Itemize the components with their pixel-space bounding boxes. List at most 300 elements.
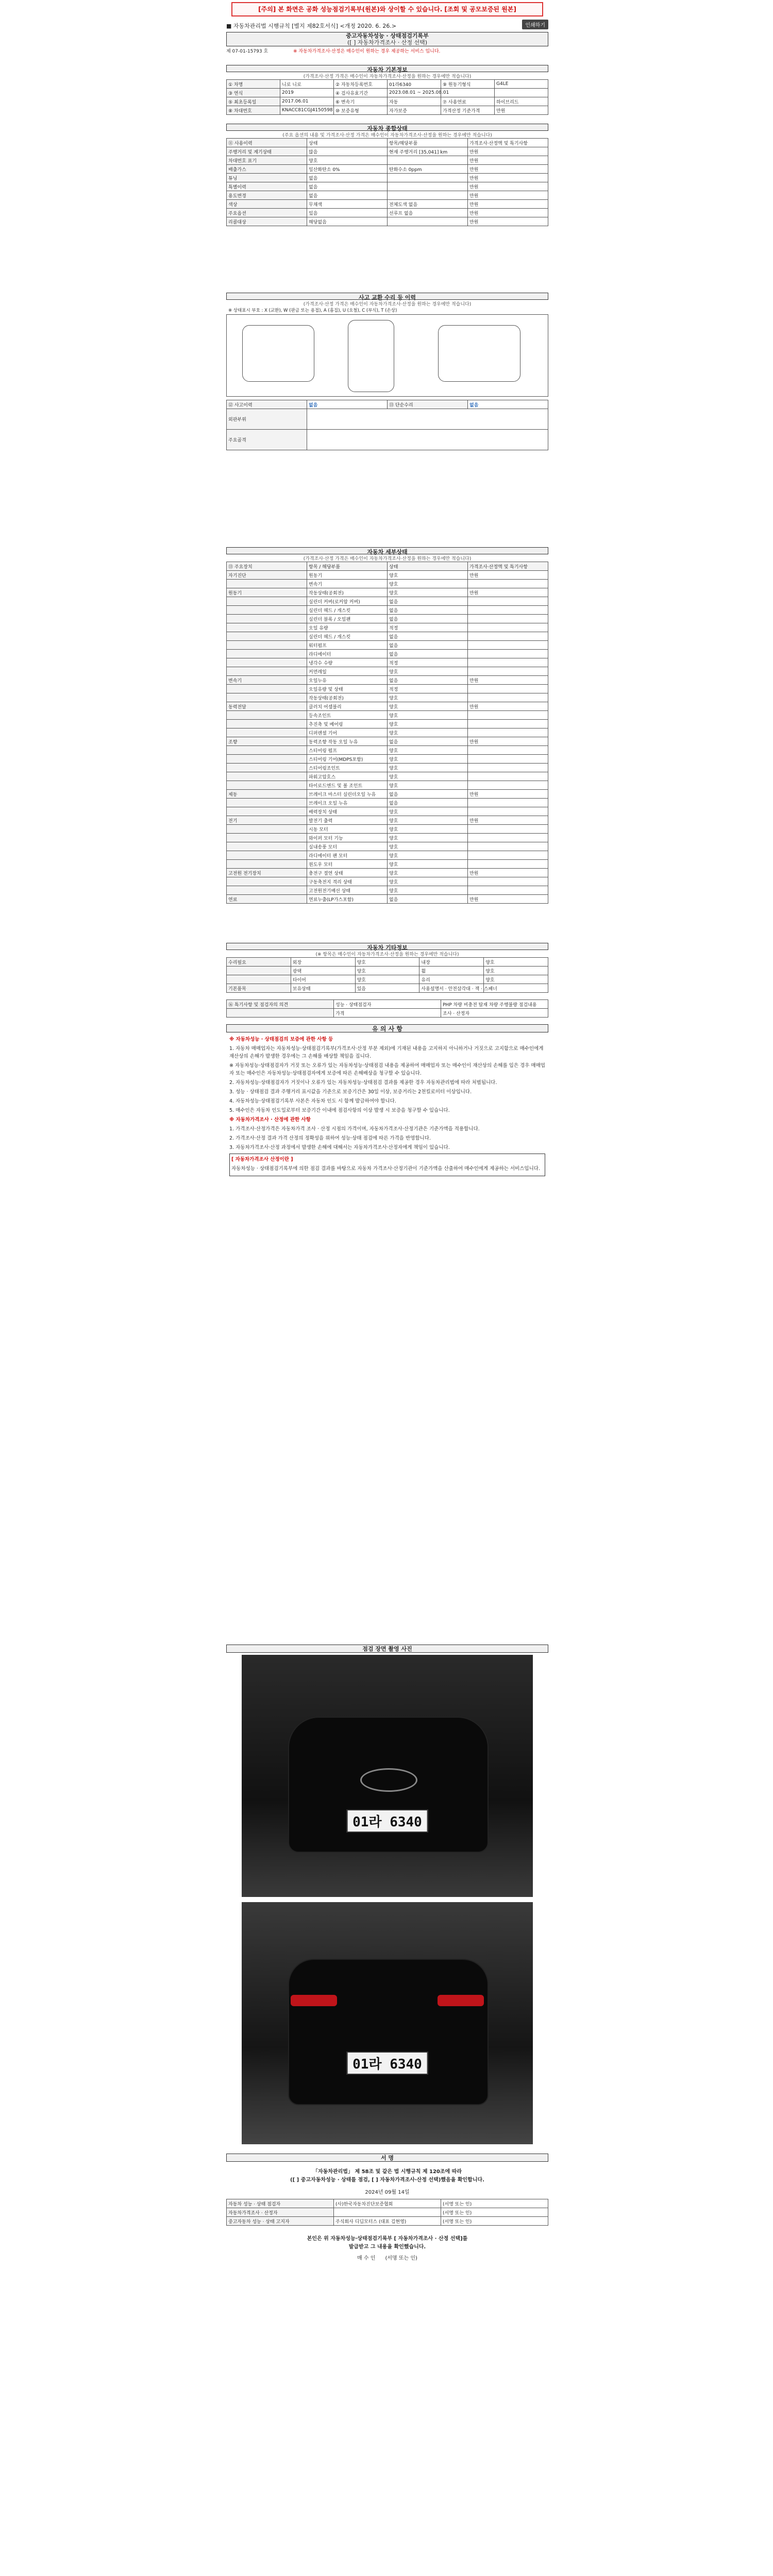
overall-cell: 만원 [468, 200, 548, 209]
details-cell: 동력조향 작동 오일 누유 [307, 737, 388, 746]
overall-row [227, 182, 548, 191]
opinion-cell: 조사 · 산정자 [441, 1009, 548, 1018]
details-row [227, 588, 548, 597]
details-row [227, 650, 548, 658]
details-row [227, 728, 548, 737]
overall-cell [388, 174, 468, 182]
overall-cell: 선루프 없음 [388, 209, 468, 217]
basic-info-cell: 01라6340 [388, 80, 441, 89]
accident-note: (가격조사·산정 가격은 매수인이 자동차가격조사·산정을 원하는 경우에만 적습니다) [303, 302, 472, 307]
overall-row [227, 156, 548, 165]
details-cell: 작동상태(공회전) [307, 588, 388, 597]
details-cell [468, 746, 548, 755]
photos-title: 점검 장면 촬영 사진 [226, 1645, 548, 1653]
details-cell [227, 650, 307, 658]
terms-paragraph: 1. 가격조사·산정가격은 자동차가격 조사 · 산정 시점의 가격이며, 자동차가격조사·산정기관은 기준가액을 적용합니다. [229, 1126, 480, 1132]
opinion-row [227, 1009, 548, 1018]
record-title-text: 중고자동차성능 · 상태점검기록부 [346, 32, 429, 39]
overall-row [227, 200, 548, 209]
details-cell [468, 851, 548, 860]
details-cell [468, 597, 548, 606]
details-note: (가격조사·산정 가격은 매수인이 자동차가격조사·산정을 원하는 경우에만 적습니다) [303, 556, 472, 562]
details-cell [227, 667, 307, 676]
details-cell: 디퍼렌셜 기어 [307, 728, 388, 737]
terms-subbox [229, 1154, 545, 1176]
details-cell: 양호 [388, 580, 468, 588]
overall-cell: 만원 [468, 147, 548, 156]
other-title: 자동차 기타정보 [226, 943, 548, 950]
details-cell: 없음 [388, 597, 468, 606]
other-cell: 양호 [355, 958, 419, 967]
details-cell: 없음 [388, 790, 468, 799]
details-row [227, 834, 548, 842]
details-row [227, 746, 548, 755]
signature-date: 2024년 09월 14일 [365, 2190, 410, 2195]
basic-info-row [227, 97, 548, 106]
details-cell: 실내송풍 모터 [307, 842, 388, 851]
details-header-cell: 상태 [388, 562, 468, 571]
overall-row [227, 217, 548, 226]
rear-light-right [438, 1995, 484, 2006]
details-cell: 만원 [468, 816, 548, 825]
details-cell: 연료 [227, 895, 307, 904]
details-cell: 만원 [468, 737, 548, 746]
basic-info-cell: G4LE [495, 80, 548, 89]
basic-info-cell: 2023.08.01 ~ 2025.08.01 [388, 89, 441, 97]
details-cell: 양호 [388, 825, 468, 834]
details-row [227, 720, 548, 728]
details-cell [468, 623, 548, 632]
overall-note: (주요 옵션의 내용 및 가격조사·산정 가격은 매수인이 자동차가격조사·산정을 원하는 경우에만 적습니다) [282, 133, 492, 138]
details-cell: 적정 [388, 623, 468, 632]
details-row [227, 825, 548, 834]
overall-cell: 해당없음 [307, 217, 388, 226]
details-row [227, 641, 548, 650]
q13-value: 없음 [468, 400, 548, 409]
terms-paragraph: 1. 자동차 매매업자는 자동차성능·상태점검기록부(가격조사·산정 부분 제외)에 기재된 내용을 고지하지 아니하거나 거짓으로 고지함으로 매수인에게 재산상의 손해가 발생한 경우에는 그 손해를 배상할 책임을 집니다. [229, 1046, 544, 1059]
details-row [227, 702, 548, 711]
details-cell [227, 772, 307, 781]
details-cell [468, 606, 548, 615]
details-row [227, 676, 548, 685]
details-row [227, 895, 548, 904]
overall-cell: 주행거리 및 계기상태 [227, 147, 307, 156]
signature-cell [334, 2208, 441, 2217]
details-cell [227, 825, 307, 834]
overall-cell: 없음 [307, 182, 388, 191]
details-cell [468, 658, 548, 667]
details-cell: 양호 [388, 702, 468, 711]
details-row [227, 711, 548, 720]
signature-final-2: 발급받고 그 내용을 확인했습니다. [348, 2244, 426, 2250]
basic-info-cell: 니로 니로 [280, 80, 334, 89]
details-cell [227, 720, 307, 728]
details-cell: 없음 [388, 650, 468, 658]
details-row [227, 807, 548, 816]
details-cell: 시동 모터 [307, 825, 388, 834]
other-cell: 광택 [291, 967, 355, 975]
signature-cell: (서명 또는 인) [441, 2199, 548, 2208]
opinion-cell [227, 1009, 334, 1018]
details-cell [227, 623, 307, 632]
overall-cell [388, 191, 468, 200]
details-cell [227, 606, 307, 615]
details-cell [468, 693, 548, 702]
details-cell: 동력전달 [227, 702, 307, 711]
details-cell: 없음 [388, 799, 468, 807]
details-cell: 워터펌프 [307, 641, 388, 650]
overall-cell: 현재 주행거리 [35,041] km [388, 147, 468, 156]
details-cell: 원동기 [227, 588, 307, 597]
details-cell [227, 834, 307, 842]
accident-title: 사고 교환 수리 등 이력 [226, 293, 548, 300]
overall-cell: 만원 [468, 174, 548, 182]
overall-cell: 용도변경 [227, 191, 307, 200]
basic-info-cell: ② 자동차등록번호 [334, 80, 388, 89]
overall-cell: 리콜대상 [227, 217, 307, 226]
other-cell: 휠 [419, 967, 484, 975]
overall-cell: 없음 [307, 191, 388, 200]
details-cell [468, 860, 548, 869]
details-table [226, 562, 548, 904]
details-cell [468, 834, 548, 842]
details-cell: 연료누출(LP가스포함) [307, 895, 388, 904]
details-cell: 양호 [388, 772, 468, 781]
details-cell: 실린더 블록 / 오일팬 [307, 615, 388, 623]
details-row [227, 790, 548, 799]
details-row [227, 615, 548, 623]
details-cell [227, 632, 307, 641]
details-row [227, 632, 548, 641]
basic-info-title: 자동차 기본정보 [226, 65, 548, 72]
receiver-label: 매 수 인 [357, 2256, 376, 2261]
details-cell [227, 877, 307, 886]
frame-list [307, 430, 548, 450]
details-cell [468, 685, 548, 693]
overall-row [227, 165, 548, 174]
overall-row [227, 147, 548, 156]
details-row [227, 781, 548, 790]
details-cell: 없음 [388, 895, 468, 904]
details-cell: 커먼레일 [307, 667, 388, 676]
record-subtitle: ([ ] 자동차가격조사 · 산정 선택) [347, 39, 428, 46]
basic-info-cell: 2017.06.01 [280, 97, 334, 106]
overall-cell: 배출가스 [227, 165, 307, 174]
details-cell: 고전원전기배선 상태 [307, 886, 388, 895]
overall-cell [388, 217, 468, 226]
terms-heading-1: ※ 자동차성능 · 상태점검의 보증에 관한 사항 등 [229, 1037, 333, 1042]
details-cell [227, 781, 307, 790]
details-cell [227, 641, 307, 650]
details-cell: 양호 [388, 834, 468, 842]
details-cell: 없음 [388, 676, 468, 685]
signature-cell: 자동차가격조사 · 산정자 [227, 2208, 334, 2217]
opinion-table [226, 999, 548, 1018]
other-cell: 유리 [419, 975, 484, 984]
signature-row [227, 2208, 548, 2217]
basic-info-cell: ④ 검사유효기간 [334, 89, 388, 97]
details-cell: 실린더 헤드 / 개스킷 [307, 632, 388, 641]
basic-info-cell: 하이브리드 [495, 97, 548, 106]
details-row [227, 764, 548, 772]
outer-panel-label: 외판부위 [227, 409, 307, 430]
other-table [226, 957, 548, 993]
overall-row [227, 209, 548, 217]
print-button[interactable]: 인쇄하기 [522, 20, 548, 29]
basic-info-cell: ⑩ 보증유형 [334, 106, 388, 115]
overall-cell: 많음 [307, 147, 388, 156]
terms-heading-2: ※ 자동차가격조사 · 산정에 관한 사항 [229, 1117, 311, 1123]
other-cell: 외장 [291, 958, 355, 967]
details-cell: 구동축전지 격리 상태 [307, 877, 388, 886]
details-cell [468, 772, 548, 781]
basic-info-cell: ⑧ 차대번호 [227, 106, 280, 115]
details-cell: 양호 [388, 711, 468, 720]
details-cell: 양호 [388, 755, 468, 764]
details-cell [468, 781, 548, 790]
details-cell [468, 711, 548, 720]
details-cell: 만원 [468, 869, 548, 877]
details-cell [227, 764, 307, 772]
receiver-sign: (서명 또는 인) [385, 2256, 417, 2261]
details-cell [468, 667, 548, 676]
overall-cell: 없음 [307, 174, 388, 182]
basic-info-cell: 자동 [388, 97, 441, 106]
details-cell: 원동기 [307, 571, 388, 580]
details-cell: 등속조인트 [307, 711, 388, 720]
details-row [227, 877, 548, 886]
details-cell: 브레이크 오일 누유 [307, 799, 388, 807]
overall-table [226, 138, 548, 226]
car-top-icon [348, 320, 394, 392]
details-cell: 발전기 출력 [307, 816, 388, 825]
details-cell [227, 693, 307, 702]
rear-plate: 01라 6340 [346, 2052, 428, 2075]
signature-title: 서 명 [226, 2154, 548, 2162]
details-cell: 없음 [388, 737, 468, 746]
basic-info-row [227, 89, 548, 97]
terms-paragraph: 5. 매수인은 자동차 인도일로부터 보증기간 이내에 점검사항의 이상 발생 시 보증을 청구할 수 있습니다. [229, 1108, 450, 1113]
basic-info-cell [495, 89, 548, 97]
details-row [227, 623, 548, 632]
details-cell [227, 615, 307, 623]
basic-info-table [226, 79, 548, 115]
details-cell: 실린더 헤드 / 개스킷 [307, 606, 388, 615]
overall-row [227, 174, 548, 182]
details-row [227, 580, 548, 588]
rear-photo [242, 1902, 533, 2144]
details-cell: 오일유량 및 상태 [307, 685, 388, 693]
overall-row [227, 191, 548, 200]
details-header-cell: ⑬ 주요장치 [227, 562, 307, 571]
receiver [226, 2253, 548, 2261]
details-cell [227, 658, 307, 667]
opinion-cell: PHP 차량 비충전 탑재 차량 주행불량 점검내용 [441, 1000, 548, 1009]
details-cell: 타이로드엔드 및 볼 조인트 [307, 781, 388, 790]
details-cell: 적정 [388, 685, 468, 693]
signature-cell: (사)한국자동차진단보증협회 [334, 2199, 441, 2208]
details-cell [227, 807, 307, 816]
basic-info-cell [441, 89, 495, 97]
details-cell: 라디에이터 팬 모터 [307, 851, 388, 860]
details-cell [468, 720, 548, 728]
details-cell: 변속기 [307, 580, 388, 588]
details-cell [227, 746, 307, 755]
details-cell [227, 685, 307, 693]
details-cell: 라디에이터 [307, 650, 388, 658]
other-row [227, 975, 548, 984]
details-cell [468, 615, 548, 623]
details-cell [227, 842, 307, 851]
signature-cell: 주식회사 디딤모터스 (대표 김현영) [334, 2217, 441, 2226]
details-cell: 추진축 및 베어링 [307, 720, 388, 728]
details-row [227, 842, 548, 851]
details-cell: 없음 [388, 606, 468, 615]
basic-info-cell: 2019 [280, 89, 334, 97]
details-cell [227, 886, 307, 895]
warning-banner: [주의] 본 화면은 공화 성능점검기록부(원본)와 상이할 수 있습니다. [조회 및 공모보증된 원본] [231, 2, 543, 16]
details-cell [468, 641, 548, 650]
overall-cell: 만원 [468, 217, 548, 226]
details-row [227, 851, 548, 860]
signature-table [226, 2199, 548, 2226]
signature-line-1: 「자동차관리법」 제 58조 및 같은 법 시행규칙 제 120조에 따라 [313, 2169, 462, 2175]
other-cell: 사용설명서 · 안전삼각대 · 잭 · 스패너 [419, 984, 484, 993]
details-cell: 클러치 어셈블리 [307, 702, 388, 711]
terms-paragraph: ※ 자동차성능·상태점검자가 거짓 또는 오류가 있는 자동차성능·상태점검 내용을 제공하여 매매업자 또는 매수인이 재산상의 손해를 입은 경우 매매업자 또는 매수인은 자동차성능·상태점검자에게 보증에 따른 손해배상을 청구할 수 있습니다. [229, 1063, 545, 1076]
details-cell: 양호 [388, 764, 468, 772]
details-cell [468, 764, 548, 772]
terms-text [229, 1036, 545, 1176]
basic-info-cell: ⑨ 원동기형식 [441, 80, 495, 89]
details-cell: 양호 [388, 693, 468, 702]
details-cell [468, 842, 548, 851]
record-notice: ※ 자동차가격조사·산정은 매수인이 원하는 경우 제공하는 서비스 입니다. [293, 49, 441, 54]
details-cell: 전기 [227, 816, 307, 825]
other-cell: 양호 [355, 967, 419, 975]
details-cell: 없음 [388, 632, 468, 641]
opinion-cell: 성능 · 상태점검자 [334, 1000, 441, 1009]
other-cell: 수리필요 [227, 958, 291, 967]
overall-cell: 특별이력 [227, 182, 307, 191]
details-cell [468, 580, 548, 588]
details-cell [227, 597, 307, 606]
overall-cell: 만원 [468, 191, 548, 200]
overall-cell: 전체도색 없음 [388, 200, 468, 209]
details-row [227, 799, 548, 807]
details-cell [468, 825, 548, 834]
overall-cell: 가격조사·산정액 및 특기사항 [468, 139, 548, 147]
other-cell: 기본품목 [227, 984, 291, 993]
overall-cell: 상태 [307, 139, 388, 147]
overall-cell: ⑪ 사용이력 [227, 139, 307, 147]
overall-cell: 주요옵션 [227, 209, 307, 217]
details-cell: 양호 [388, 588, 468, 597]
details-cell [227, 711, 307, 720]
basic-info-cell: ① 차명 [227, 80, 280, 89]
frame-label: 주요골격 [227, 430, 307, 450]
terms-sub-text: 자동차성능 · 상태점검기록부에 의한 점검 결과를 바탕으로 자동차 가격조사·산정기관이 기준가액을 산출하여 매수인에게 제공하는 서비스입니다. [231, 1166, 540, 1172]
details-cell: 양호 [388, 877, 468, 886]
accident-table [226, 400, 548, 450]
other-note: (※ 항목은 매수인이 자동차가격조사·산정을 원하는 경우에만 적습니다) [315, 952, 459, 957]
other-row [227, 958, 548, 967]
details-cell [468, 755, 548, 764]
details-header-cell: 항목 / 해당부품 [307, 562, 388, 571]
other-cell: 타이어 [291, 975, 355, 984]
details-cell [227, 799, 307, 807]
opinion-cell: 가격 [334, 1009, 441, 1018]
basic-info-cell: ⑥ 변속기 [334, 97, 388, 106]
terms-paragraph: 3. 성능 · 상태점검 결과 주행거리 표시값을 기준으로 보증기간은 30일 이상, 보증거리는 2천킬로미터 이상입니다. [229, 1089, 472, 1095]
details-cell: 양호 [388, 667, 468, 676]
details-cell: 만원 [468, 571, 548, 580]
details-cell: 조향 [227, 737, 307, 746]
details-cell: 없음 [388, 615, 468, 623]
details-cell: 만원 [468, 790, 548, 799]
basic-info-row [227, 80, 548, 89]
front-photo [242, 1655, 533, 1897]
overall-cell [388, 156, 468, 165]
signature-row [227, 2199, 548, 2208]
other-cell: 양호 [484, 975, 548, 984]
front-plate: 01라 6340 [346, 1809, 428, 1833]
opinion-cell: ⑯ 특기사항 및 점검자의 의견 [227, 1000, 334, 1009]
form-line: ■ 자동차관리법 시행규칙 [별지 제82호서식] <개정 2020. 6. 26.> [226, 23, 397, 29]
details-cell: 만원 [468, 676, 548, 685]
details-cell [227, 755, 307, 764]
signature-row [227, 2217, 548, 2226]
details-cell: 양호 [388, 728, 468, 737]
details-cell [227, 728, 307, 737]
overall-cell [388, 182, 468, 191]
terms-paragraph: 4. 자동차성능·상태점검기록부 사본은 자동차 인도 시 함께 발급하여야 합니다. [229, 1098, 396, 1104]
overall-cell: 탄화수소 0ppm [388, 165, 468, 174]
details-cell: 만원 [468, 702, 548, 711]
rear-light-left [291, 1995, 337, 2006]
overall-cell: 색상 [227, 200, 307, 209]
q12-value: 없음 [307, 400, 388, 409]
other-cell [227, 975, 291, 984]
other-cell: 있음 [355, 984, 419, 993]
overall-cell: 있음 [307, 209, 388, 217]
terms-sub-title: [ 자동차가격조사 산정이란 ] [231, 1157, 293, 1162]
basic-info-cell: 자가보증 [388, 106, 441, 115]
details-cell: 와이퍼 모터 기능 [307, 834, 388, 842]
details-cell: 양호 [388, 746, 468, 755]
details-cell: 양호 [388, 869, 468, 877]
signature-line-2: ([ ] 중고자동차성능 · 상태를 점검, [ ] 자동차가격조사·산정 선택)했음을 확인합니다. [290, 2177, 484, 2183]
overall-cell: 만원 [468, 182, 548, 191]
details-cell: 파워고압호스 [307, 772, 388, 781]
details-row [227, 667, 548, 676]
details-cell [227, 580, 307, 588]
overall-cell: 양호 [307, 156, 388, 165]
details-cell: 양호 [388, 860, 468, 869]
overall-cell: 차대번호 표기 [227, 156, 307, 165]
overall-cell: 항목/해당부품 [388, 139, 468, 147]
details-cell: 스티어링조인트 [307, 764, 388, 772]
signature-cell: 자동차 성능 · 상태 점검자 [227, 2199, 334, 2208]
basic-info-cell: ③ 연식 [227, 89, 280, 97]
details-row [227, 755, 548, 764]
details-cell: 양호 [388, 720, 468, 728]
basic-info-cell: ⑦ 사용연료 [441, 97, 495, 106]
other-cell: 양호 [484, 967, 548, 975]
overall-cell: 만원 [468, 209, 548, 217]
details-cell: 양호 [388, 816, 468, 825]
details-cell: 양호 [388, 781, 468, 790]
